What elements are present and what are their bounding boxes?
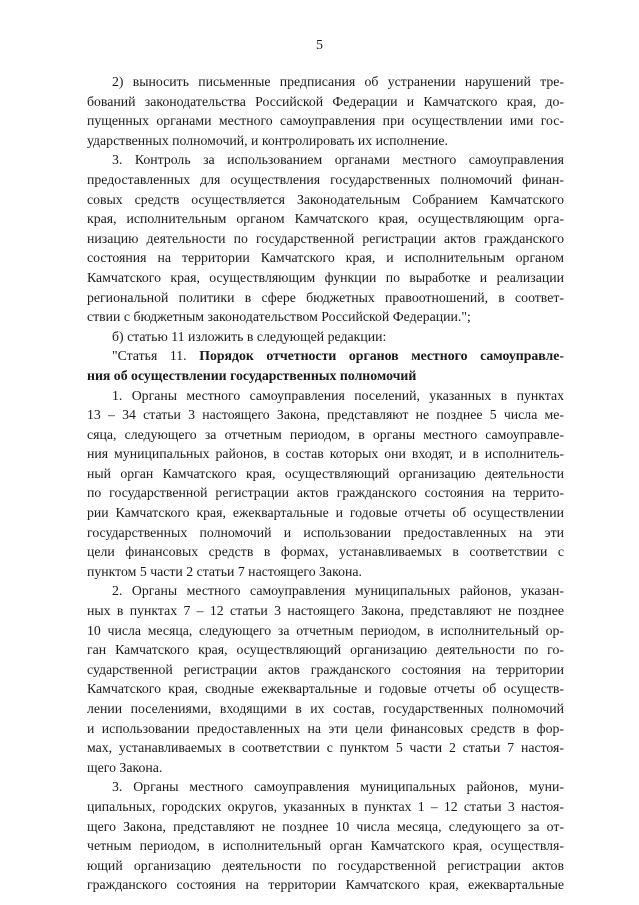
text-line: щего Закона. [87,759,163,775]
text-line: щего Закона, представляют не позднее 10 числа месяца, следующего за от- [87,818,564,834]
paragraph-clause-2 [87,581,564,777]
text-line: ствии с бюджетным законодательством Российской Федерации."; [87,309,471,325]
text-line: четным периодом, в исполнительный орган Камчатского края, осуществля- [87,838,564,854]
article-title: Порядок отчетности органов местного самоуправле- [199,348,564,364]
text-line: сударственной регистрации актов гражданского состояния на территории [87,661,564,677]
text-line: б) статью 11 изложить в следующей редакции: [112,328,387,344]
text-line: пущенных органами местного самоуправления при осуществлении ими гос- [87,113,564,129]
text-line: 2) выносить письменные предписания об устранении нарушений тре- [112,74,564,89]
text-line: 1. Органы местного самоуправления поселений, указанных в пунктах [112,387,564,403]
paragraph-article-11-intro [87,327,564,347]
page-number: 5 [316,38,323,53]
text-line: мах, устанавливаемых в соответствии с пунктом 5 части 2 статьи 7 настоя- [87,740,564,756]
text-line: пунктом 5 части 2 статьи 7 настоящего Закона. [87,563,362,579]
text-line: лении поселениями, входящими в их состав, государственных полномочий [87,701,564,716]
text-line: рии Камчатского края, ежеквартальные и годовые отчеты об осуществлении [87,505,564,521]
text-line: бований законодательства Российской Федерации и Камчатского края, до- [87,93,564,109]
text-line: ный орган Камчатского края, осуществляющий организацию деятельности [87,465,564,481]
text-line: предоставленных для осуществления государственных полномочий финан- [87,171,564,187]
text-line: сяца, следующего за отчетным периодом, в органы местного самоуправле- [87,426,564,442]
text-line: края, исполнительным органом Камчатского края, осуществляющим орга- [87,211,564,227]
text-line: состояния на территории Камчатского края, и исполнительным органом [87,250,564,266]
article-heading [87,346,564,385]
paragraph-clause-1 [87,386,564,582]
article-label: "Статья 11. [112,348,200,364]
text-line: ципальных, городских округов, указанных в пунктах 1 – 12 статьи 3 настоя- [87,798,564,814]
text-line: и использовании предоставленных на эти цели финансовых средств в фор- [87,720,564,736]
text-line: ния муниципальных районов, в состав которых они входят, и в исполнитель- [87,446,564,462]
text-line: региональной политики в сфере бюджетных правоотношений, в соответ- [87,289,564,305]
text-line: цели финансовых средств в формах, устанавливаемых в соответствии с [87,544,564,560]
paragraph-item-2 [87,72,564,150]
text-line: совых средств осуществляется Законодательным Собранием Камчатского [87,191,564,207]
text-line: низацию деятельности по государственной регистрации актов гражданского [87,230,564,246]
text-line: Камчатского края, осуществляющим функции по выработке и реализации [87,269,564,285]
paragraph-clause-3 [87,777,564,895]
text-line: 2. Органы местного самоуправления муниципальных районов, указан- [112,583,564,599]
heading-line [87,346,564,366]
text-line: по государственной регистрации актов гражданского состояния на террито- [87,485,564,501]
text-line: ющий организацию деятельности по государственной регистрации актов [87,857,564,873]
heading-line: ния об осуществлении государственных полномочий [87,367,417,383]
text-line: государственных полномочий и использовании предоставленных на эти [87,524,564,540]
document-body [87,72,564,895]
text-line: ных в пунктах 7 – 12 статьи 3 настоящего Закона, представляют не позднее [87,603,564,619]
text-line: 3. Органы местного самоуправления муниципальных районов, муни- [112,779,564,795]
text-line: ган Камчатского края, осуществляющий организацию деятельности по го- [87,642,564,658]
text-line: 10 числа месяца, следующего за отчетным периодом, в исполнительный ор- [87,622,564,638]
text-line: гражданского состояния на территории Камчатского края, ежеквартальные [87,877,564,893]
text-line: 13 – 34 статьи 3 настоящего Закона, представляют не позднее 5 числа ме- [87,407,564,423]
text-line: 3. Контроль за использованием органами местного самоуправления [112,152,564,168]
text-line: ударственных полномочий, и контролировать их исполнение. [87,132,448,148]
text-line: Камчатского края, сводные ежеквартальные и годовые отчеты об осуществ- [87,681,564,697]
paragraph-control [87,150,564,326]
